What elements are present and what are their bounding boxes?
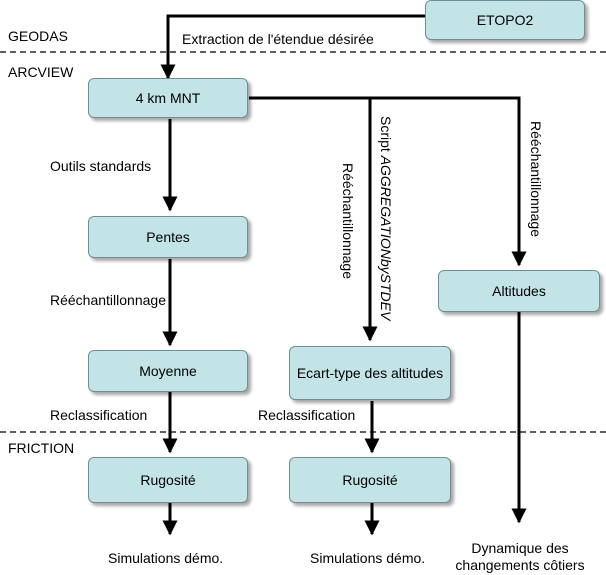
node-altitudes: Altitudes (438, 270, 600, 312)
output-simulations-2: Simulations démo. (310, 550, 426, 566)
edge-label-outils-standards: Outils standards (50, 158, 152, 174)
section-label-friction: FRICTION (8, 440, 75, 456)
node-moyenne: Moyenne (88, 350, 248, 392)
node-pentes: Pentes (88, 216, 248, 258)
edge-label-reechantillonnage-mid: Rééchantillonnage (340, 163, 356, 279)
node-rugosite-1: Rugosité (88, 457, 248, 503)
edge-label-extraction: Extraction de l'étendue désirée (182, 31, 374, 47)
edge-label-reclassification-mid: Reclassification (258, 407, 356, 423)
edge-label-reechantillonnage-right: Rééchantillonnage (528, 121, 544, 237)
edge-label-script (378, 116, 394, 320)
section-label-arcview: ARCVIEW (8, 64, 74, 80)
edge-label-reechantillonnage-left: Rééchantillonnage (50, 292, 166, 308)
output-dynamique: Dynamique des changements côtiers (455, 540, 585, 573)
edge-label-reclassification-left: Reclassification (50, 407, 148, 423)
script-prefix: Script (378, 116, 394, 156)
section-label-geodas: GEODAS (8, 28, 68, 44)
arrow-etopo2-mnt (168, 16, 425, 78)
script-name: AGGREGATIONbySTDEV (378, 155, 394, 321)
node-mnt: 4 km MNT (88, 78, 248, 118)
node-ecart-type: Ecart-type des altitudes (289, 346, 451, 400)
output-simulations-1: Simulations démo. (108, 550, 224, 566)
node-rugosite-2: Rugosité (289, 457, 451, 503)
node-etopo2: ETOPO2 (425, 0, 585, 40)
